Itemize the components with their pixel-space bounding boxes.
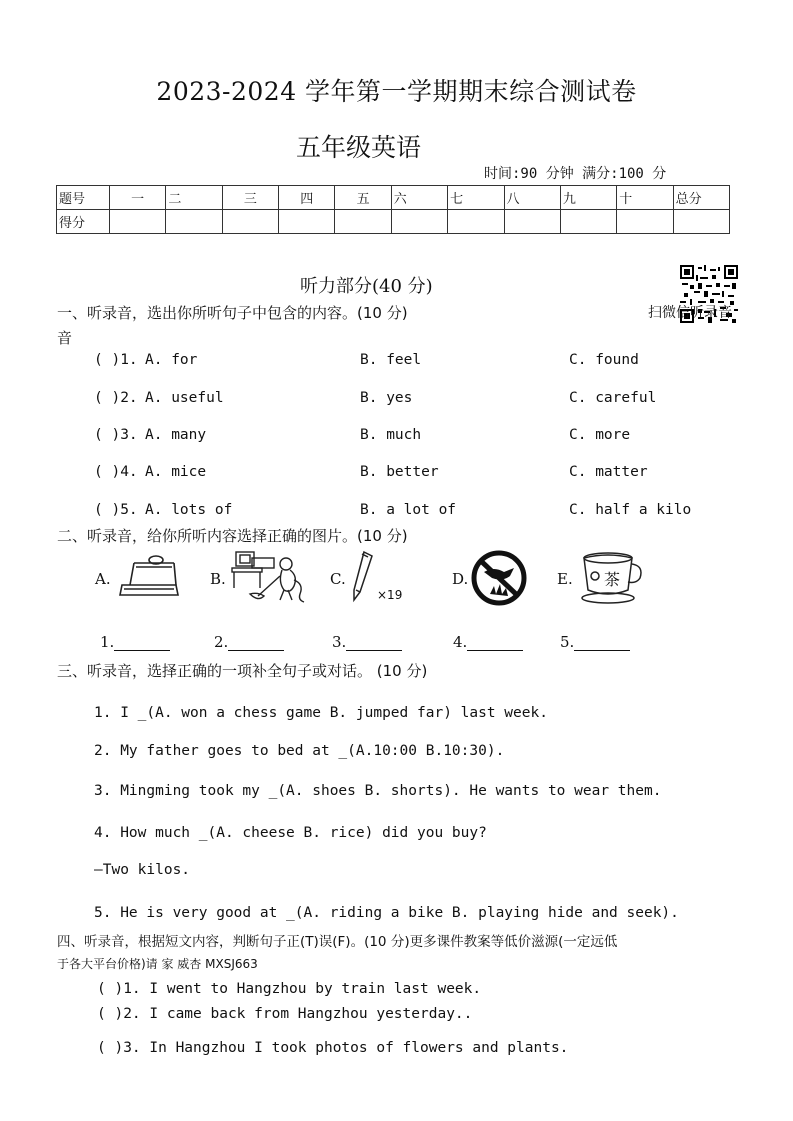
score-cell: 五 (335, 186, 391, 210)
question-number: ( )2. (94, 390, 138, 406)
score-cell: 二 (166, 186, 222, 210)
score-input-cell[interactable] (335, 210, 391, 234)
blank-line (574, 636, 630, 651)
monkey-sweeping-icon (228, 546, 310, 606)
score-input-cell[interactable] (222, 210, 278, 234)
section2-heading: 二、听录音，给你所听内容选择正确的图片。(10 分) (57, 527, 408, 545)
exam-subtitle: 五年级英语 (296, 133, 422, 162)
option-a[interactable]: A. mice (145, 464, 207, 480)
treadmill-icon (116, 551, 182, 601)
tea-cup-text: 茶 (604, 570, 621, 589)
true-false-item[interactable]: ( )2. I came back from Hangzhou yesterday.. (97, 1006, 473, 1022)
blank-number: 3. (332, 633, 347, 651)
score-input-cell[interactable] (504, 210, 560, 234)
score-input-cell[interactable] (166, 210, 222, 234)
score-cell: 七 (448, 186, 504, 210)
blank-line (346, 636, 402, 651)
option-b[interactable]: B. much (360, 427, 422, 443)
option-b[interactable]: B. better (360, 464, 439, 480)
option-a[interactable]: A. useful (145, 390, 224, 406)
option-c[interactable]: C. careful (569, 390, 657, 406)
question-number: ( )1. (94, 352, 138, 368)
section3-item: 1. I _(A. won a chess game B. jumped far) last week. (94, 705, 548, 721)
score-cell: 十 (617, 186, 673, 210)
option-a[interactable]: A. many (145, 427, 207, 443)
score-cell: 总分 (673, 186, 729, 210)
score-table-score-row (57, 210, 730, 234)
section3-item: 4. How much _(A. cheese B. rice) did you buy? (94, 825, 487, 841)
score-input-cell[interactable] (448, 210, 504, 234)
picture-label: E. (557, 570, 573, 588)
answer-blank[interactable] (560, 633, 630, 651)
question-number: ( )4. (94, 464, 138, 480)
pencil-count: ×19 (377, 588, 403, 602)
option-c[interactable]: C. matter (569, 464, 648, 480)
no-hunting-birds-icon (470, 550, 528, 606)
option-c[interactable]: C. found (569, 352, 639, 368)
option-c[interactable]: C. more (569, 427, 631, 443)
blank-number: 2. (214, 633, 229, 651)
blank-line (114, 636, 170, 651)
question-number: ( )3. (94, 427, 138, 443)
answer-blank[interactable] (332, 633, 402, 651)
score-input-cell[interactable] (391, 210, 447, 234)
answer-blank[interactable] (214, 633, 284, 651)
qr-caption: 扫微信听录音 (648, 305, 732, 321)
section3-item: 3. Mingming took my _(A. shoes B. shorts). He wants to wear them. (94, 783, 662, 799)
score-input-cell[interactable] (617, 210, 673, 234)
blank-line (228, 636, 284, 651)
true-false-item[interactable]: ( )1. I went to Hangzhou by train last week. (97, 981, 482, 997)
answer-blank[interactable] (100, 633, 170, 651)
score-table (56, 185, 730, 234)
score-table-header-row (57, 186, 730, 210)
section1-heading-wrap: 音 (57, 329, 73, 347)
blank-number: 1. (100, 633, 115, 651)
score-cell: 题号 (57, 186, 110, 210)
score-cell: 六 (391, 186, 447, 210)
true-false-item[interactable]: ( )3. In Hangzhou I took photos of flowers and plants. (97, 1040, 569, 1056)
picture-label: B. (210, 570, 226, 588)
section1-heading: 一、听录音，选出你所听句子中包含的内容。(10 分) (57, 304, 408, 322)
time-info: 时间:90 分钟 满分:100 分 (484, 166, 667, 182)
score-cell: 四 (279, 186, 335, 210)
score-cell: 得分 (57, 210, 110, 234)
section4-heading: 四、听录音，根据短文内容，判断句子正(T)误(F)。(10 分)更多课件教案等低价滋源(一定远低 (57, 934, 618, 950)
score-input-cell[interactable] (110, 210, 166, 234)
option-a[interactable]: A. for (145, 352, 198, 368)
score-input-cell[interactable] (673, 210, 729, 234)
picture-label: D. (452, 570, 469, 588)
section3-item: 2. My father goes to bed at _(A.10:00 B.10:30). (94, 743, 505, 759)
blank-line (467, 636, 523, 651)
blank-number: 5. (560, 633, 575, 651)
score-input-cell[interactable] (279, 210, 335, 234)
score-cell: 三 (222, 186, 278, 210)
pencil-icon (350, 550, 376, 604)
section3-heading: 三、听录音，选择正确的一项补全句子或对话。 (10 分) (57, 662, 428, 680)
score-cell: 八 (504, 186, 560, 210)
score-input-cell[interactable] (560, 210, 616, 234)
section3-item: 5. He is very good at _(A. riding a bike B. playing hide and seek). (94, 905, 679, 921)
section4-heading-line2: 于各大平台价格)请 家 威杏 MXSJ663 (57, 957, 258, 971)
section3-reply: —Two kilos. (94, 862, 191, 878)
answer-blank[interactable] (453, 633, 523, 651)
option-b[interactable]: B. a lot of (360, 502, 457, 518)
blank-number: 4. (453, 633, 468, 651)
score-cell: 一 (110, 186, 166, 210)
option-c[interactable]: C. half a kilo (569, 502, 692, 518)
option-a[interactable]: A. lots of (145, 502, 233, 518)
question-number: ( )5. (94, 502, 138, 518)
option-b[interactable]: B. yes (360, 390, 413, 406)
score-cell: 九 (560, 186, 616, 210)
picture-label: A. (95, 570, 111, 588)
exam-title: 2023-2024 学年第一学期期末综合测试卷 (156, 77, 637, 106)
option-b[interactable]: B. feel (360, 352, 422, 368)
listening-section-title: 听力部分(40 分) (300, 276, 433, 297)
picture-label: C. (330, 570, 346, 588)
